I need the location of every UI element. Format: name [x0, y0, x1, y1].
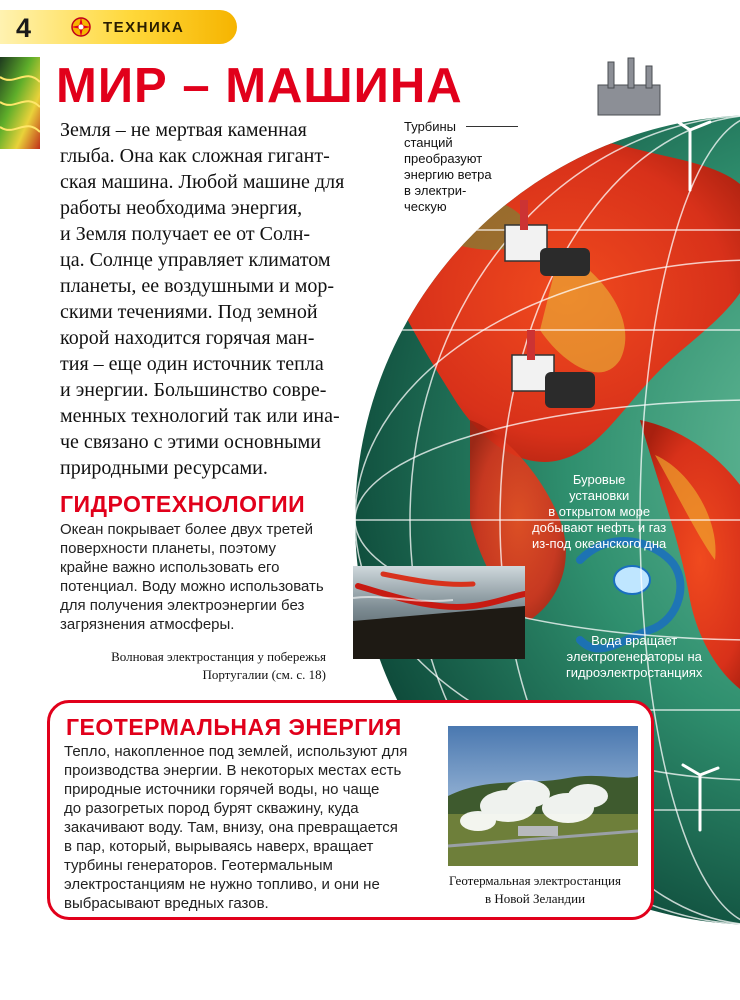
annotation-line: ческую	[404, 199, 447, 214]
page-number: 4	[16, 13, 32, 43]
hydro-line: поверхности планеты, поэтому	[60, 540, 276, 557]
hydro-heading: ГИДРОТЕХНОЛОГИИ	[60, 491, 306, 517]
annotation-line: Вода вращает	[591, 633, 678, 648]
intro-line: скими течениями. Под земной	[60, 301, 318, 323]
annotation-line: в открытом море	[548, 504, 651, 519]
hydro-line: потенциал. Воду можно использовать	[60, 578, 324, 595]
caption-line: Геотермальная электростанция	[449, 873, 621, 888]
intro-line: менных технологий так или ина-	[60, 405, 340, 427]
annotation-line: гидроэлектростанциях	[566, 665, 703, 680]
wave-power-station-image	[353, 566, 525, 659]
annotation-line: станций	[404, 135, 453, 150]
geothermal-line: турбины генераторов. Геотермальным	[64, 857, 333, 874]
title-thumbnail	[0, 57, 40, 149]
geothermal-photo-caption	[428, 872, 642, 908]
intro-line: работы необходима энергия,	[60, 197, 303, 219]
intro-line: ская машина. Любой машине для	[60, 171, 345, 193]
intro-line: че связано с этими основными	[60, 431, 321, 453]
caption-line: Волновая электростанция у побережья	[111, 649, 326, 664]
annotation-line: в электри-	[404, 183, 467, 198]
geothermal-heading: ГЕОТЕРМАЛЬНАЯ ЭНЕРГИЯ	[66, 714, 402, 740]
page-title: МИР – МАШИНА	[56, 59, 463, 113]
compass-rose-icon	[70, 16, 92, 38]
intro-line: и Земля получает ее от Солн-	[60, 223, 311, 245]
annotation-line: установки	[569, 488, 630, 503]
intro-line: корой находится горячая ман-	[60, 327, 315, 349]
intro-line: и энергии. Большинство совре-	[60, 379, 327, 401]
drilling-annotation	[532, 472, 666, 552]
intro-line: ца. Солнце управляет климатом	[60, 249, 331, 271]
geothermal-line: производства энергии. В некоторых местах есть	[64, 762, 402, 779]
geothermal-line: в пар, который, вырываясь наверх, вращает	[64, 838, 374, 855]
annotation-line: добывают нефть и газ	[532, 520, 667, 535]
geothermal-line: электростанциям не нужно топливо, и они не	[64, 876, 380, 893]
annotation-line: электрогенераторы на	[566, 649, 702, 664]
intro-line: Земля – не мертвая каменная	[60, 119, 307, 141]
hydro-line: крайне важно использовать его	[60, 559, 280, 576]
annotation-line: преобразуют	[404, 151, 483, 166]
intro-line: глыба. Она как сложная гигант-	[60, 145, 330, 167]
annotation-line: из-под океанского дна	[532, 536, 667, 551]
geothermal-station-image	[448, 726, 638, 866]
geothermal-line: природные источники горячей воды, но чаще	[64, 781, 380, 798]
caption-line: Португалии (см. с. 18)	[202, 667, 326, 682]
intro-line: природными ресурсами.	[60, 457, 268, 479]
turbines-annotation	[404, 119, 492, 215]
hydro-line: загрязнения атмосферы.	[60, 616, 235, 633]
geothermal-paragraph	[64, 742, 407, 913]
hydro-line: Океан покрывает более двух третей	[60, 521, 313, 538]
geothermal-line: закачивают воду. Там, внизу, она превращается	[64, 819, 398, 836]
geothermal-line: Тепло, накопленное под землей, используют для	[64, 743, 408, 760]
intro-line: планеты, ее воздушными и мор-	[60, 275, 335, 297]
annotation-line: Буровые	[572, 472, 626, 487]
geothermal-line: выбрасывают вредных газов.	[64, 895, 269, 912]
geothermal-line: до разогретых пород бурят скважину, куда	[64, 800, 359, 817]
caption-line: в Новой Зеландии	[484, 891, 586, 906]
annotation-line: энергию ветра	[404, 167, 492, 182]
section-name: ТЕХНИКА	[103, 19, 185, 36]
hydro-line: для получения электроэнергии без	[60, 597, 305, 614]
hydro-paragraph	[60, 520, 350, 634]
intro-paragraph	[60, 117, 380, 481]
wave-photo-caption	[111, 648, 326, 684]
intro-line: тия – еще один источник тепла	[60, 353, 324, 375]
water-annotation	[566, 633, 702, 681]
annotation-line: Турбины	[404, 119, 457, 134]
